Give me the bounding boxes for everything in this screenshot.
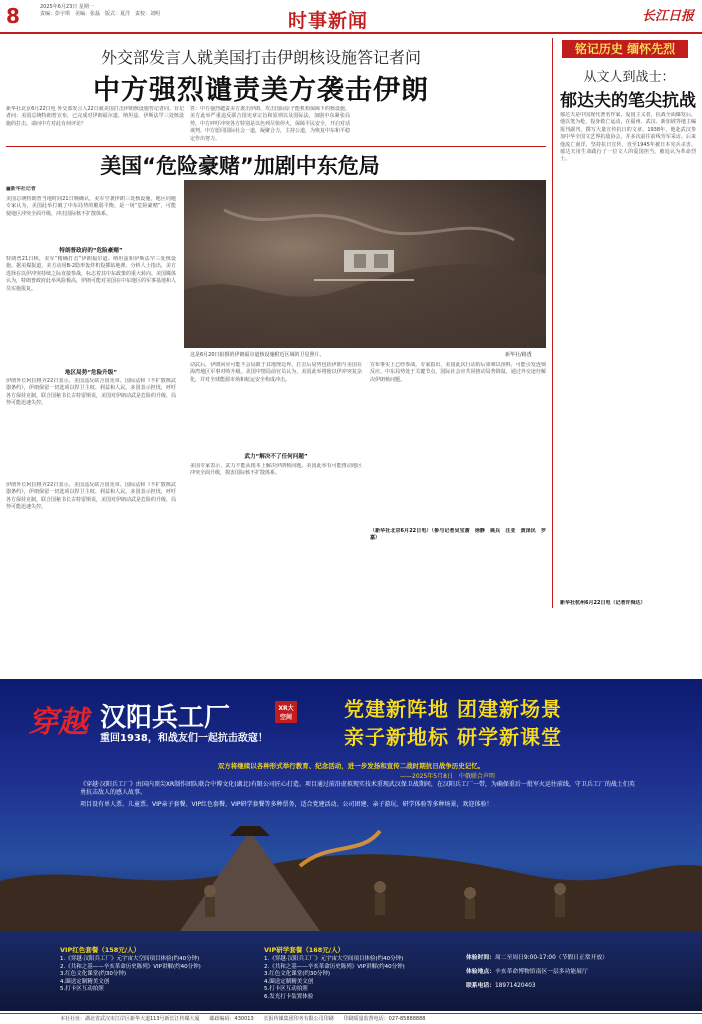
visit-info (466, 951, 696, 993)
xr-advertisement (0, 679, 702, 1011)
side-kicker: 从文人到战士： (583, 70, 675, 85)
lead-kicker: 外交部发言人就美国打击伊朗核设施答记者问 (100, 48, 421, 67)
visit-location: 辛亥革命博物馆南区一层多功能展厅 (495, 969, 588, 975)
feature-byline: ■新华社记者 (6, 186, 36, 192)
package-red-item: 2.《共和之基——辛亥革命历史陈列》VIP讲解(约40分钟) (60, 963, 201, 970)
feature-col-c: 动武后，伊朗回应可能不会局限于其地理边界。打击后局势包括伊朗与美国在海湾地区军事对峙升级。美国中情局前官员认为，美国此举将使以伊冲突复杂化，并对全球能源市场和航运安全构成冲击。 (190, 362, 362, 383)
satellite-photo (184, 180, 546, 348)
ad-intro: 《穿越·汉阳兵工厂》由国内顶尖XR制作团队联合中博文化(湖北)有限公司匠心打造。项目通过前沿虚拟现实技术重现武汉保卫战期间，在汉阳兵工厂一带，为确保重后一批军火运往前线，守卫兵工厂的战士们英勇抗击敌人的感人故事。 (80, 781, 635, 796)
package-red-item: 1.《穿越·汉阳兵工厂》元宇宙大空间项目体验(约40分钟) (60, 956, 200, 962)
package-study-item: 5.打卡区互动拍照 (264, 986, 308, 992)
ad-title: 汉阳兵工厂 (100, 703, 231, 733)
feature-headline: 美国“危险豪赌”加剧中东危局 (100, 154, 380, 178)
feature-subhead-1: 特朗普政府的“危险豪赌” (59, 248, 123, 254)
feature-col-a: 特朗普21日称，美军“精确打击”伊朗福尔道、纳坦兹和伊斯法罕三处核设施。据美媒报道，美方动用B-2隐形轰炸机投掷钻地弹。分析人士指出，美方选择在以伊冲突持续之际直接参战，标志着其中东政策的重大转向。美国媒体认为，特朗普政府此举风险极高，伊朗可能对美国在中东地区的军事基地和人员实施报复。 (6, 256, 176, 292)
feature-col-e: 宣布事实上已经参战。专家指出，美国此次行动的后果难以预料，可能引发连锁反应。中东局势处于关键节点，国际社会应共同推动局势降温，通过外交途径解决伊朗核问题。 (370, 362, 546, 383)
footer-text: 本社社址：湖北省武汉市江岸区新华大道113号新长江传媒大厦 邮政编码：430013 长报传媒集团印务有限公司印刷 印刷质量监督电话：027-85888888 (60, 1016, 426, 1022)
ad-line-2: 亲子新地标 研学新课堂 (344, 725, 562, 749)
ad-banner: 双方将继续以各种形式举行教育、纪念活动，进一步发扬和宣传二战时期抗日战争历史记忆。 (217, 762, 485, 770)
page-footer (0, 1013, 702, 1024)
newspaper-logo: 长江日报 (641, 9, 694, 24)
package-study-item: 4.圈送定制精美文创 (264, 978, 314, 985)
issue-date: 2025年6月23日 星期一 (40, 4, 94, 10)
ad-services: 项目设有单人票、儿童票、VIP亲子套餐、VIP红色套餐、VIP研学套餐等多种票务，适合党建活动、公司团建、亲子游玩、研学体验等多种场景，欢迎体验！ (80, 801, 493, 808)
package-red-item: 3.红色文化课堂(约30分钟) (60, 971, 127, 977)
feature-col-b: 伊朗外长阿拉格齐22日表示，美国违反联合国宪章、国际法和《不扩散核武器条约》，伊朗保留一切选项以捍卫主权、利益和人民。多国表示担忧，呼吁各方保持克制。联合国秘书长古特雷斯说，美国对伊朗动武是危险的升级，局势可能迅速失控。 (6, 378, 176, 407)
feature-subhead-3: 武力“解决不了任何问题” (244, 454, 308, 460)
package-study-item: 2.《共和之基——辛亥革命历史陈列》VIP讲解(约40分钟) (264, 963, 405, 970)
package-study-item: 1.《穿越·汉阳兵工厂》元宇宙大空间项目体验(约40分钟) (264, 956, 404, 962)
lead-col-2: 答：中方强烈谴责美方袭击伊朗、攻击国际原子能机构保障下的核设施。美方此举严重违反联合国宪章宗旨和原则以及国际法，加剧中东紧张局势。中方呼吁冲突各方特别是以色列尽快停火，保障平民安全，开启对话谈判。中方愿同国际社会一道，凝聚合力，主持公道，为恢复中东和平稳定作出努力。 (190, 106, 350, 142)
package-study-item: 3.红色文化课堂(约30分钟) (264, 971, 331, 977)
side-body: 郁达夫是中国现代著名作家、爱国主义者。抗战全面爆发后，他以笔为枪，投身救亡运动，在福州、武汉、新加坡等地主编报刊副刊，撰写大量宣传抗日的文章。1938年，他赴武汉参加中华全国文艺界抗敌协会，并多次前往前线劳军采访。后来他流亡南洋，坚持抗日宣传，直至1945年被日本宪兵杀害。郁达夫用生命践行了一位文人的爱国担当，被追认为革命烈士。 (560, 112, 696, 163)
ad-banner-credit: ——2025年5月8日 中俄联合声明 (400, 773, 495, 780)
package-red-title: VIP红色套餐（158元/人） (60, 946, 141, 954)
package-study (264, 945, 464, 1001)
page-header (0, 0, 702, 34)
package-red (60, 945, 260, 994)
lead-headline: 中方强烈谴责美方袭击伊朗 (93, 75, 429, 106)
location-label: 体验地点： (466, 969, 495, 975)
package-red-item: 4.圈送定制精美文创 (60, 978, 110, 985)
package-study-item: 6.发光打卡装置体验 (264, 993, 314, 1000)
feature-sign: （新华社北京6月22日电）（参与记者吴宝澍 徐静 姚兵 汪亚 黄泽民 罗嘉） (370, 528, 546, 542)
photo-caption: 这是6月20日拍摄的伊朗福尔道核设施附近区域的卫星照片。 (190, 352, 325, 358)
feature-intro: 美国总统特朗普当地时间21日晚确认，美军空袭伊朗三处核设施。地区问题专家认为，美国此举打破了中东局势的脆弱平衡，是一场“危险豪赌”，可能使地区冲突全面升级，冲击国际核不扩散体系。 (6, 196, 176, 217)
photo-credit: 新华社/路透 (505, 352, 532, 358)
package-study-title: VIP研学套餐（168元/人） (264, 946, 345, 954)
ad-tag: XR大空间 (275, 701, 297, 723)
side-headline: 郁达夫的笔尖抗战 (560, 91, 696, 111)
side-ribbon: 铭记历史 缅怀先烈 (562, 40, 688, 58)
lead-col-1: 新华社北京6月22日电 外交部发言人22日就美国打击伊朗核设施答记者问。有记者问：美国总统特朗普宣布，已完成对伊朗福尔道、纳坦兹、伊斯法罕三处核设施的打击。请问中方对此有何评论？ (6, 106, 184, 127)
phone-number: 18971420403 (495, 983, 536, 989)
ad-line-1: 党建新阵地 团建新场景 (344, 697, 562, 721)
editor-credits: 责编：彭宇琪 美编：张磊 版式：夏洋 责校：刘明 (40, 11, 161, 17)
page-number: 8 (6, 4, 20, 28)
feature-col-b2: 伊朗外长阿拉格齐22日表示，美国违反联合国宪章、国际法和《不扩散核武器条约》，伊朗保留一切选项以捍卫主权、利益和人民。多国表示担忧，呼吁各方保持克制。联合国秘书长古特雷斯说，美国对伊朗动武是危险的升级，局势可能迅速失控。 (6, 482, 176, 511)
package-red-item: 5.打卡区互动拍照 (60, 986, 104, 992)
ad-brand: 穿越 (28, 705, 88, 740)
time-label: 体验时间： (466, 955, 495, 961)
ad-slogan: 重回1938，和战友们一起抗击敌寇！ (100, 733, 268, 744)
section-title: 时事新闻 (288, 10, 369, 32)
battle-scene-illustration (0, 811, 702, 931)
feature-subhead-2: 地区局势“危险升级” (64, 370, 118, 376)
side-sign: 新华社杭州6月22日电（记者许舜达） (560, 600, 646, 606)
phone-label: 联系电话： (466, 983, 495, 989)
visit-time: 周二至周日9:00-17:00（节假日正常开放） (495, 955, 608, 961)
feature-col-d: 多国专家表示，武力不能从根本上解决伊朗核问题。美国此举有可能推动地区冲突全面升级，损害国际核不扩散体系。 (190, 463, 362, 477)
